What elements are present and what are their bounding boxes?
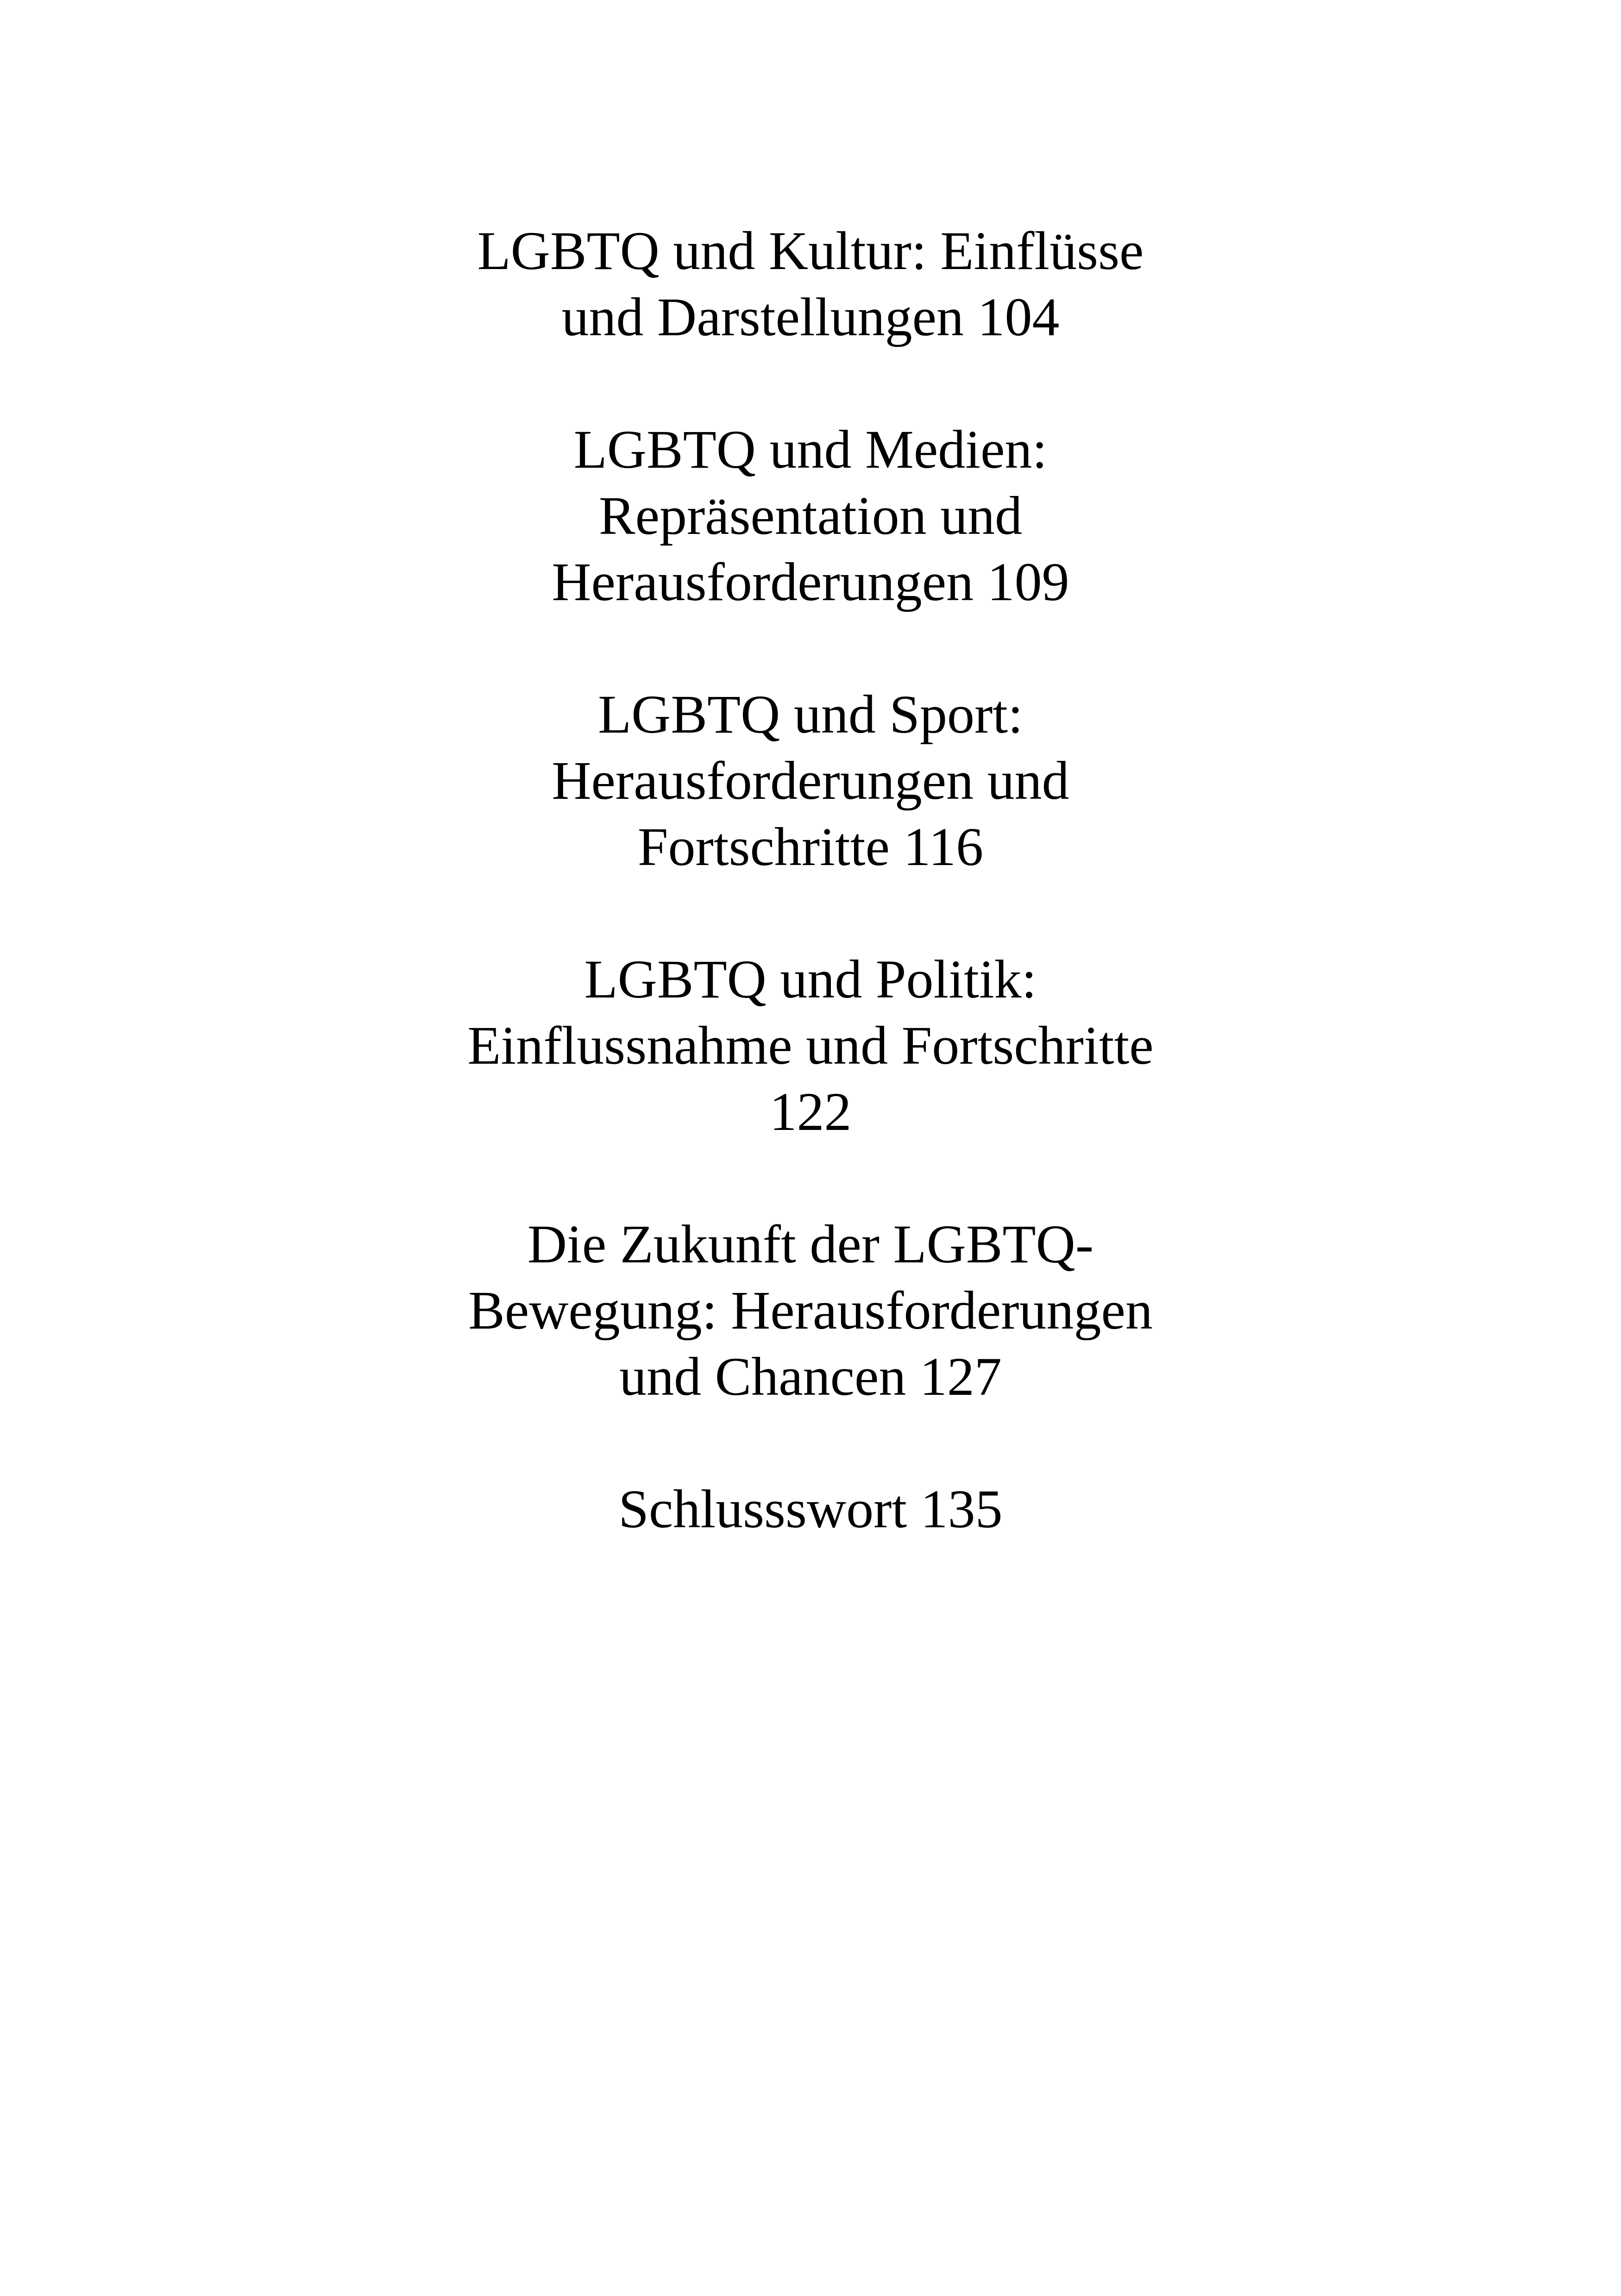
toc-entry-politik (394, 946, 1227, 1145)
table-of-contents (394, 218, 1227, 1608)
toc-entry-zukunft (394, 1211, 1227, 1410)
toc-entry-line: LGBTQ und Sport: (598, 684, 1023, 745)
toc-entry-line: Einflussnahme und Fortschritte (467, 1015, 1154, 1076)
toc-entry-line: 122 (769, 1081, 852, 1142)
toc-entry-line: Schlussswort 135 (618, 1479, 1003, 1539)
toc-entry-line: Bewegung: Herausforderungen (468, 1280, 1153, 1341)
toc-entry-line: und Chancen 127 (619, 1346, 1002, 1407)
toc-entry-line: und Darstellungen 104 (561, 287, 1060, 347)
toc-entry-sport (394, 681, 1227, 880)
toc-entry-line: LGBTQ und Medien: (573, 419, 1048, 480)
toc-entry-line: LGBTQ und Kultur: Einflüsse (477, 220, 1144, 281)
toc-entry-schlusswort (394, 1476, 1227, 1542)
toc-entry-line: Die Zukunft der LGBTQ- (527, 1214, 1094, 1274)
toc-entry-line: LGBTQ und Politik: (584, 949, 1037, 1010)
toc-entry-medien (394, 416, 1227, 615)
toc-entry-line: Herausforderungen 109 (552, 552, 1069, 612)
toc-entry-line: Herausforderungen und (552, 750, 1069, 811)
toc-entry-kultur (394, 218, 1227, 350)
toc-entry-line: Repräsentation und (598, 485, 1023, 546)
toc-entry-line: Fortschritte 116 (637, 816, 984, 877)
